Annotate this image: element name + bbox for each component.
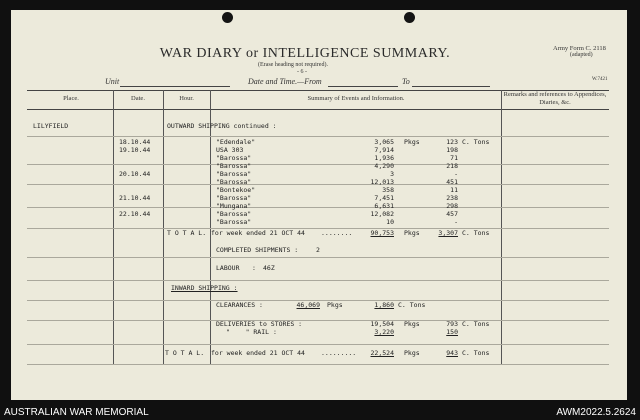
row-tons: 198 xyxy=(446,146,458,154)
ruled-line xyxy=(27,164,609,165)
page-subtitle: (Erase heading not required). xyxy=(258,62,328,68)
column-header-remarks: Remarks and references to Appendices, Diaries, &c. xyxy=(503,91,607,106)
outward-total-tons-unit: C. Tons xyxy=(462,229,490,237)
deliveries-stores-tons-unit: C. Tons xyxy=(462,320,490,328)
column-header-hour: Hour. xyxy=(179,95,194,102)
outward-total-pkgs: 90,753 xyxy=(370,229,394,237)
column-divider xyxy=(163,90,164,364)
row-date: 21.10.44 xyxy=(119,194,151,202)
outward-total-tons: 3,307 xyxy=(438,229,458,237)
ruled-line xyxy=(27,344,609,345)
row-tons: 451 xyxy=(446,178,458,186)
diary-page xyxy=(11,10,627,400)
row-ship: "Barossa" xyxy=(216,218,252,226)
column-divider xyxy=(501,90,502,364)
completed-shipments-label: COMPLETED SHIPMENTS : xyxy=(216,246,299,254)
column-header-place: Place. xyxy=(63,95,79,102)
outward-total-label: T O T A L. xyxy=(167,229,207,237)
outward-total-pkgs-unit: Pkgs xyxy=(404,229,420,237)
ruled-line xyxy=(27,364,609,365)
ruled-line xyxy=(27,228,609,229)
row-pkgs: 4,290 xyxy=(374,162,394,170)
row-pkgs: 10 xyxy=(386,218,394,226)
place-name: LILYFIELD xyxy=(33,122,69,130)
inward-total-pkgs: 22,524 xyxy=(370,349,394,357)
outward-heading: OUTWARD SHIPPING continued : xyxy=(167,122,277,130)
row-tons: 298 xyxy=(446,202,458,210)
deliveries-stores-pkgs: 19,504 xyxy=(370,320,394,328)
punch-hole xyxy=(404,12,415,23)
row-pkgs-unit: Pkgs xyxy=(404,138,420,146)
row-pkgs: 3 xyxy=(390,170,394,178)
clearances-pkgs: 46,069 xyxy=(296,301,320,309)
row-ship: "Barossa" xyxy=(216,162,252,170)
punch-hole xyxy=(222,12,233,23)
date-from-line xyxy=(328,86,398,87)
row-tons: - xyxy=(454,170,458,178)
row-ship: "Bontekoe" xyxy=(216,186,256,194)
unit-label: Unit xyxy=(105,77,120,86)
outward-total-desc: for week ended 21 OCT 44 xyxy=(211,229,305,237)
row-date: 18.10.44 xyxy=(119,138,151,146)
date-from-label: Date and Time.—From xyxy=(248,77,322,86)
inward-total-label: T O T A L. xyxy=(165,349,205,357)
row-tons: 11 xyxy=(450,186,458,194)
print-code: W.7421 xyxy=(592,77,608,82)
row-tons: 457 xyxy=(446,210,458,218)
row-date: 19.10.44 xyxy=(119,146,151,154)
deliveries-stores-label: DELIVERIES to STORES : xyxy=(216,320,303,328)
row-pkgs: 12,082 xyxy=(370,210,394,218)
row-date: 20.10.44 xyxy=(119,170,151,178)
deliveries-stores-tons: 793 xyxy=(446,320,458,328)
row-tons-unit: C. Tons xyxy=(462,138,490,146)
row-tons: 123 xyxy=(446,138,458,146)
deliveries-rail-pkgs: 3,220 xyxy=(374,328,394,336)
row-pkgs: 7,914 xyxy=(374,146,394,154)
ruled-line xyxy=(27,207,609,208)
clearances-label: CLEARANCES : xyxy=(216,301,263,309)
row-pkgs: 358 xyxy=(382,186,394,194)
ruled-line xyxy=(27,257,609,258)
clearances-tons: 1,860 xyxy=(374,301,394,309)
row-pkgs: 7,451 xyxy=(374,194,394,202)
row-tons: 218 xyxy=(446,162,458,170)
row-ship: USA 303 xyxy=(216,146,244,154)
outward-total-dots: ........ xyxy=(321,229,353,237)
row-tons: - xyxy=(454,218,458,226)
form-note: (adapted) xyxy=(570,52,593,58)
inward-total-pkgs-unit: Pkgs xyxy=(404,349,420,357)
deliveries-rail-label: " " RAIL : xyxy=(226,328,277,336)
row-ship: "Edendale" xyxy=(216,138,256,146)
row-ship: "Barossa" xyxy=(216,170,252,178)
inward-total-tons: 943 xyxy=(446,349,458,357)
labour-separator: : xyxy=(252,264,256,272)
inward-total-desc: for week ended 21 OCT 44 xyxy=(211,349,305,357)
form-number: Army Form C. 2118 xyxy=(553,45,606,52)
header-bottom-border xyxy=(27,109,609,110)
ruled-line xyxy=(27,320,609,321)
completed-shipments-value: 2 xyxy=(316,246,320,254)
footer-accession-number: AWM2022.5.2624 xyxy=(556,407,636,418)
clearances-tons-unit: C. Tons xyxy=(398,301,426,309)
unit-line xyxy=(120,86,230,87)
ruled-line xyxy=(27,136,609,137)
deliveries-rail-tons: 150 xyxy=(446,328,458,336)
ruled-line xyxy=(27,280,609,281)
row-tons: 71 xyxy=(450,154,458,162)
deliveries-stores-pkgs-unit: Pkgs xyxy=(404,320,420,328)
row-ship: "Barossa" xyxy=(216,154,252,162)
page-title: WAR DIARY or INTELLIGENCE SUMMARY. xyxy=(159,46,451,61)
row-tons: 238 xyxy=(446,194,458,202)
date-to-line xyxy=(412,86,490,87)
row-pkgs: 1,936 xyxy=(374,154,394,162)
row-ship: "Mungana" xyxy=(216,202,252,210)
date-to-label: To xyxy=(402,77,410,86)
clearances-pkgs-unit: Pkgs xyxy=(327,301,343,309)
page-marker: - 6 - xyxy=(297,69,307,75)
column-divider xyxy=(113,90,114,364)
row-pkgs: 6,631 xyxy=(374,202,394,210)
row-ship: "Barossa" xyxy=(216,178,252,186)
column-divider xyxy=(210,90,211,364)
footer-credit: AUSTRALIAN WAR MEMORIAL xyxy=(4,407,149,418)
row-ship: "Barossa" xyxy=(216,210,252,218)
ruled-line xyxy=(27,184,609,185)
column-header-summary: Summary of Events and Information. xyxy=(307,95,405,102)
row-pkgs: 12,013 xyxy=(370,178,394,186)
labour-value: 46Z xyxy=(263,264,275,272)
row-date: 22.10.44 xyxy=(119,210,151,218)
column-header-date: Date. xyxy=(131,95,145,102)
inward-total-tons-unit: C. Tons xyxy=(462,349,490,357)
inward-heading: INWARD SHIPPING : xyxy=(171,284,238,292)
inward-total-dots: ......... xyxy=(321,349,357,357)
labour-label: LABOUR xyxy=(216,264,240,272)
row-ship: "Barossa" xyxy=(216,194,252,202)
row-pkgs: 3,065 xyxy=(374,138,394,146)
